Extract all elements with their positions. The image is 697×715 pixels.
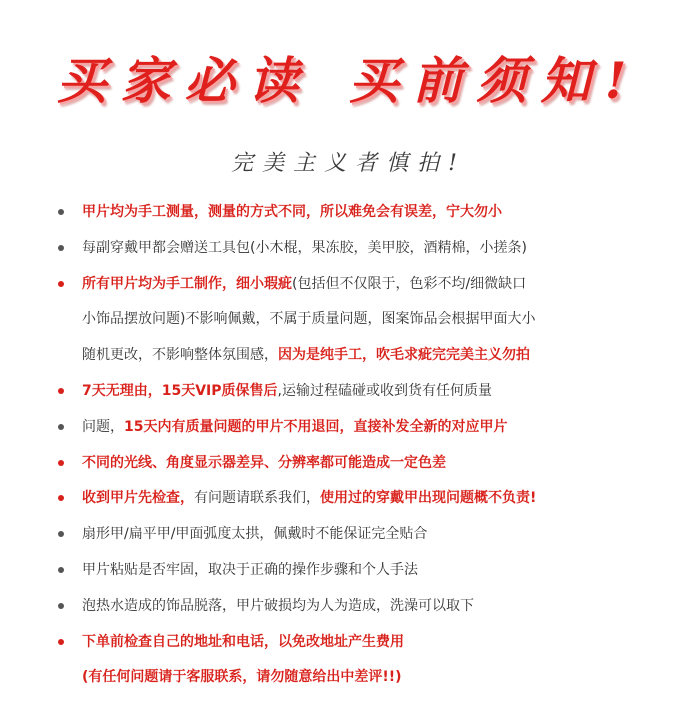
- text-segment: 7天无理由，15天VIP质保售后: [82, 383, 278, 399]
- bullet-icon: [58, 424, 64, 430]
- list-item: [0, 343, 697, 367]
- text-segment: 扇形甲/扁平甲/甲面弧度太拱，佩戴时不能保证完全贴合: [82, 526, 428, 543]
- list-item: [0, 522, 697, 546]
- bullet-icon: [58, 209, 64, 215]
- text-segment: 问题，: [82, 418, 124, 435]
- bullet-icon: [58, 388, 64, 394]
- text-segment: ,运输过程磕碰或收到货有任何质量: [277, 383, 492, 399]
- list-item-text: [82, 343, 530, 367]
- list-item-text: [82, 594, 474, 618]
- text-segment: 因为是纯手工，吹毛求疵完完美主义勿拍: [278, 347, 530, 364]
- title-pre-purchase-notice: 买前须知!: [348, 51, 641, 110]
- text-segment: 甲片粘贴是否牢固，取决于正确的操作步骤和个人手法: [82, 562, 418, 578]
- text-segment: 15天内有质量问题的甲片不用退回，直接补发全新的对应甲片: [124, 418, 508, 435]
- text-segment: 所有甲片均为手工制作，细小瑕疵: [82, 275, 292, 292]
- text-segment: 随机更改，不影响整体氛围感，: [82, 347, 278, 364]
- list-item: [0, 486, 697, 510]
- bullet-icon: [58, 281, 64, 287]
- list-item: [0, 236, 697, 260]
- list-item-text: [82, 486, 536, 510]
- list-item-text: [82, 236, 527, 260]
- text-segment: 甲片均为手工测量，测量的方式不同，所以难免会有误差，宁大勿小: [82, 204, 502, 220]
- text-segment: 有问题请联系我们，: [194, 490, 320, 507]
- subtitle-perfectionist-warning: 完美主义者慎拍!: [231, 151, 466, 176]
- list-item: [0, 200, 697, 224]
- list-item-text: [82, 272, 526, 296]
- list-item: [0, 307, 697, 331]
- bullet-icon: [58, 567, 64, 573]
- list-item-text: [82, 379, 492, 403]
- text-segment: (有任何问题请于客服联系，请勿随意给出中差评!!): [82, 669, 402, 686]
- list-item-text: [82, 415, 507, 439]
- text-segment: (包括但不仅限于，色彩不均/细微缺口: [292, 275, 527, 292]
- list-item: [0, 379, 697, 403]
- list-item-text: [82, 665, 402, 689]
- bullet-icon: [58, 495, 64, 501]
- bullet-icon: [58, 639, 64, 645]
- text-segment: 收到甲片先检查，: [82, 490, 194, 507]
- bullet-icon: [58, 531, 64, 537]
- text-segment: 下单前检查自己的地址和电话，以免改地址产生费用: [82, 633, 404, 650]
- list-item-text: [82, 522, 427, 546]
- list-item-text: [82, 451, 446, 475]
- text-segment: 使用过的穿戴甲出现问题概不负责!: [320, 490, 537, 507]
- list-item: [0, 630, 697, 654]
- text-segment: 不同的光线、角度显示器差异、分辨率都可能造成一定色差: [82, 454, 446, 471]
- list-item: [0, 272, 697, 296]
- list-item-text: [82, 630, 404, 654]
- title-must-read: 买家必读: [56, 51, 313, 110]
- list-item: [0, 558, 697, 582]
- text-segment: 小饰品摆放问题)不影响佩戴，不属于质量问题，图案饰品会根据甲面大小: [82, 311, 536, 328]
- list-item: [0, 594, 697, 618]
- list-item-text: [82, 558, 418, 582]
- bullet-icon: [58, 460, 64, 466]
- list-item-text: [82, 307, 535, 331]
- page-title: [0, 42, 697, 112]
- list-item: [0, 415, 697, 439]
- bullet-icon: [58, 245, 64, 251]
- list-item: [0, 451, 697, 475]
- bullet-icon: [58, 603, 64, 609]
- text-segment: 每副穿戴甲都会赠送工具包(小木棍，果冻胶，美甲胶，酒精棉，小搓条): [82, 239, 527, 256]
- list-item-text: [82, 200, 502, 224]
- text-segment: 泡热水造成的饰品脱落，甲片破损均为人为造成，洗澡可以取下: [82, 597, 474, 614]
- list-item: [0, 665, 697, 689]
